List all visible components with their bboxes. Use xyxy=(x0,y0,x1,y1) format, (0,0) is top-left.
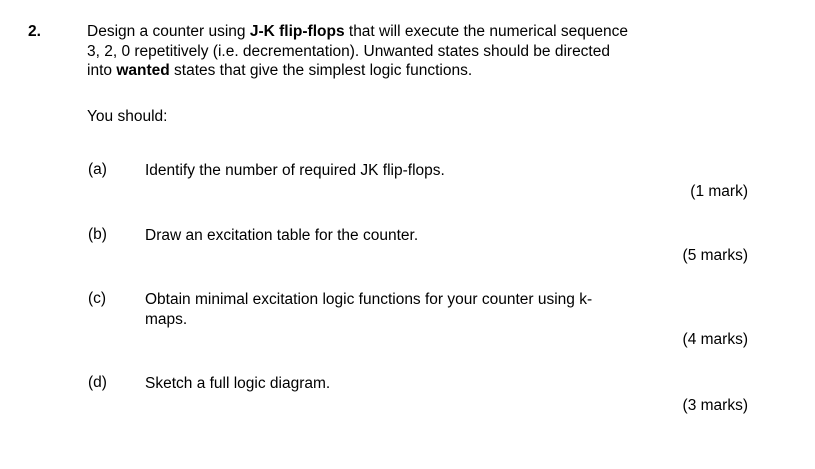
part-d-mark: (3 marks) xyxy=(682,397,748,414)
intro-text: states that give the simplest logic functions. xyxy=(169,62,473,79)
intro-bold-wanted: wanted xyxy=(116,62,170,79)
part-a-mark: (1 mark) xyxy=(690,183,748,200)
part-a-label: (a) xyxy=(88,161,107,178)
part-c-label: (c) xyxy=(88,290,107,307)
intro-text: into xyxy=(87,62,117,79)
intro-text: Design a counter using xyxy=(87,23,250,40)
question-number: 2. xyxy=(28,23,41,40)
intro-text: that will execute the numerical sequence xyxy=(344,23,629,40)
intro-bold-jk: J-K flip-flops xyxy=(249,23,345,40)
part-b-text: Draw an excitation table for the counter. xyxy=(145,227,419,244)
part-d-text: Sketch a full logic diagram. xyxy=(145,375,331,392)
intro-line-3 xyxy=(87,61,727,81)
part-b-label: (b) xyxy=(88,226,107,243)
part-c-mark: (4 marks) xyxy=(682,331,748,348)
part-b-mark: (5 marks) xyxy=(682,247,748,264)
part-d-label: (d) xyxy=(88,374,107,391)
intro-line-2: 3, 2, 0 repetitively (i.e. decrementation). Unwanted states should be directed xyxy=(87,42,610,60)
intro-line-1 xyxy=(87,22,727,42)
you-should-heading: You should: xyxy=(87,108,168,125)
part-c-text-line-1: Obtain minimal excitation logic functions for your counter using k- xyxy=(145,291,593,308)
part-c-text-line-2: maps. xyxy=(145,310,188,328)
part-a-text: Identify the number of required JK flip-flops. xyxy=(145,162,445,179)
part-c-text xyxy=(145,290,592,329)
question-intro xyxy=(87,22,727,81)
